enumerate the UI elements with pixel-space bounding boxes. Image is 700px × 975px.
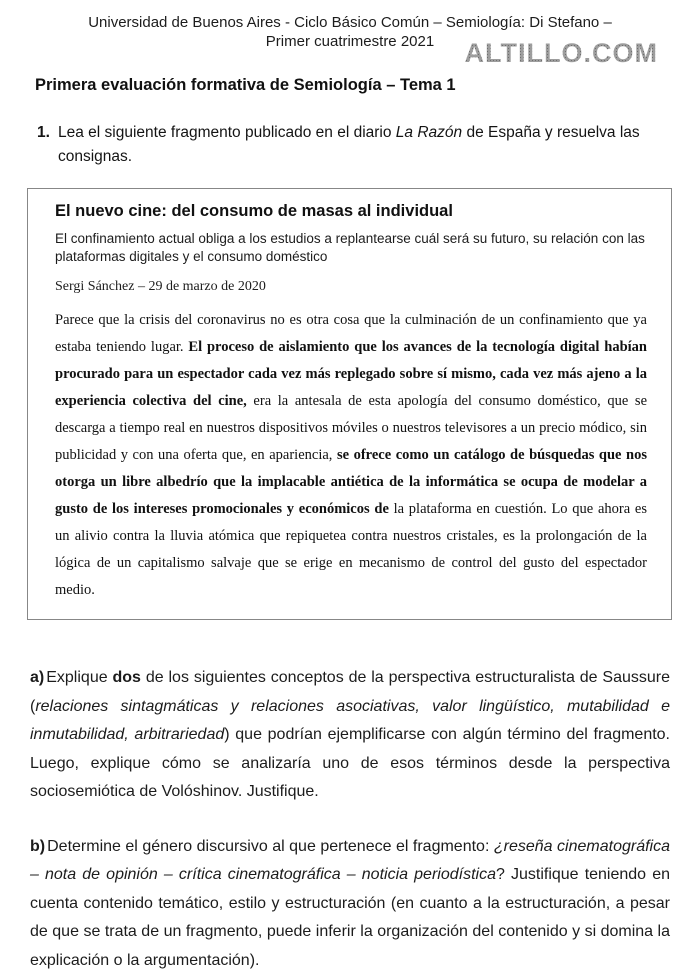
article-byline: Sergi Sánchez – 29 de marzo de 2020 [55,279,647,295]
article-headline: El nuevo cine: del consumo de masas al individual [55,202,647,221]
question-1-text: Lea el siguiente fragmento publicado en el diario La Razón de España y resuelva las consignas. [58,124,640,165]
question-1 [37,121,670,169]
altillo-watermark: ALTILLO.COM [465,38,658,69]
header-line-2: Primer cuatrimestre 2021 [0,32,700,51]
page-title: Primera evaluación formativa de Semiología – Tema 1 [35,76,668,95]
article-subtitle: El confinamiento actual obliga a los estudios a replantearse cuál será su futuro, su relación con las plataformas digitales y el consumo doméstico [55,230,647,265]
question-1b-text: Determine el género discursivo al que pertenece el fragmento: ¿reseña cinematográfica – nota de opinión – crítica cinematográfica – noticia periodística? Justifique teniendo en cuenta contenido temático, estilo y estructuración (en cuanto a la estructuración, a pesar de que se trata de un fragmento, puede inferir la organización del contenido y si domina la explicación o la argumentación). [30,838,670,969]
header-line-1: Universidad de Buenos Aires - Ciclo Básico Común – Semiología: Di Stefano – [0,13,700,32]
question-1b-label: b) [30,838,45,855]
article-body: Parece que la crisis del coronavirus no es otra cosa que la culminación de un confinamiento que ya estaba teniendo lugar. El proceso de aislamiento que los avances de la tecnología digital habían procurado para un espectador cada vez más replegado sobre sí mismo, cada vez más ajeno a la experiencia colectiva del cine, era la antesala de esta apología del consumo doméstico, que se descarga a tiempo real en nuestros dispositivos móviles o nuestros televisores a un precio módico, sin publicidad y con una oferta que, en apariencia, se ofrece como un catálogo de búsquedas que nos otorga un libre albedrío que la implacable antiética de la informática se ocupa de modelar a gusto de los intereses promocionales y económicos de la plataforma en cuestión. Lo que ahora es un alivio contra la lluvia atómica que repiquetea contra nuestros cristales, es la prolongación de la lógica de un capitalismo salvaje que se erige en mecanismo de control del gusto del espectador medio. [55,307,647,604]
question-1a-label: a) [30,669,44,686]
question-1a-text: Explique dos de los siguientes conceptos de la perspectiva estructuralista de Saussure (relaciones sintagmáticas y relaciones asociativas, valor lingüístico, mutabilidad e inmutabilidad, arbitrariedad) que podrían ejemplificarse con algún término del fragmento. Luego, explique cómo se analizaría uno de esos términos desde la perspectiva sociosemiótica de Volóshinov. Justifique. [30,669,670,800]
article-excerpt-box [27,188,672,620]
question-1-number: 1. [37,121,50,145]
question-1a [30,664,670,807]
